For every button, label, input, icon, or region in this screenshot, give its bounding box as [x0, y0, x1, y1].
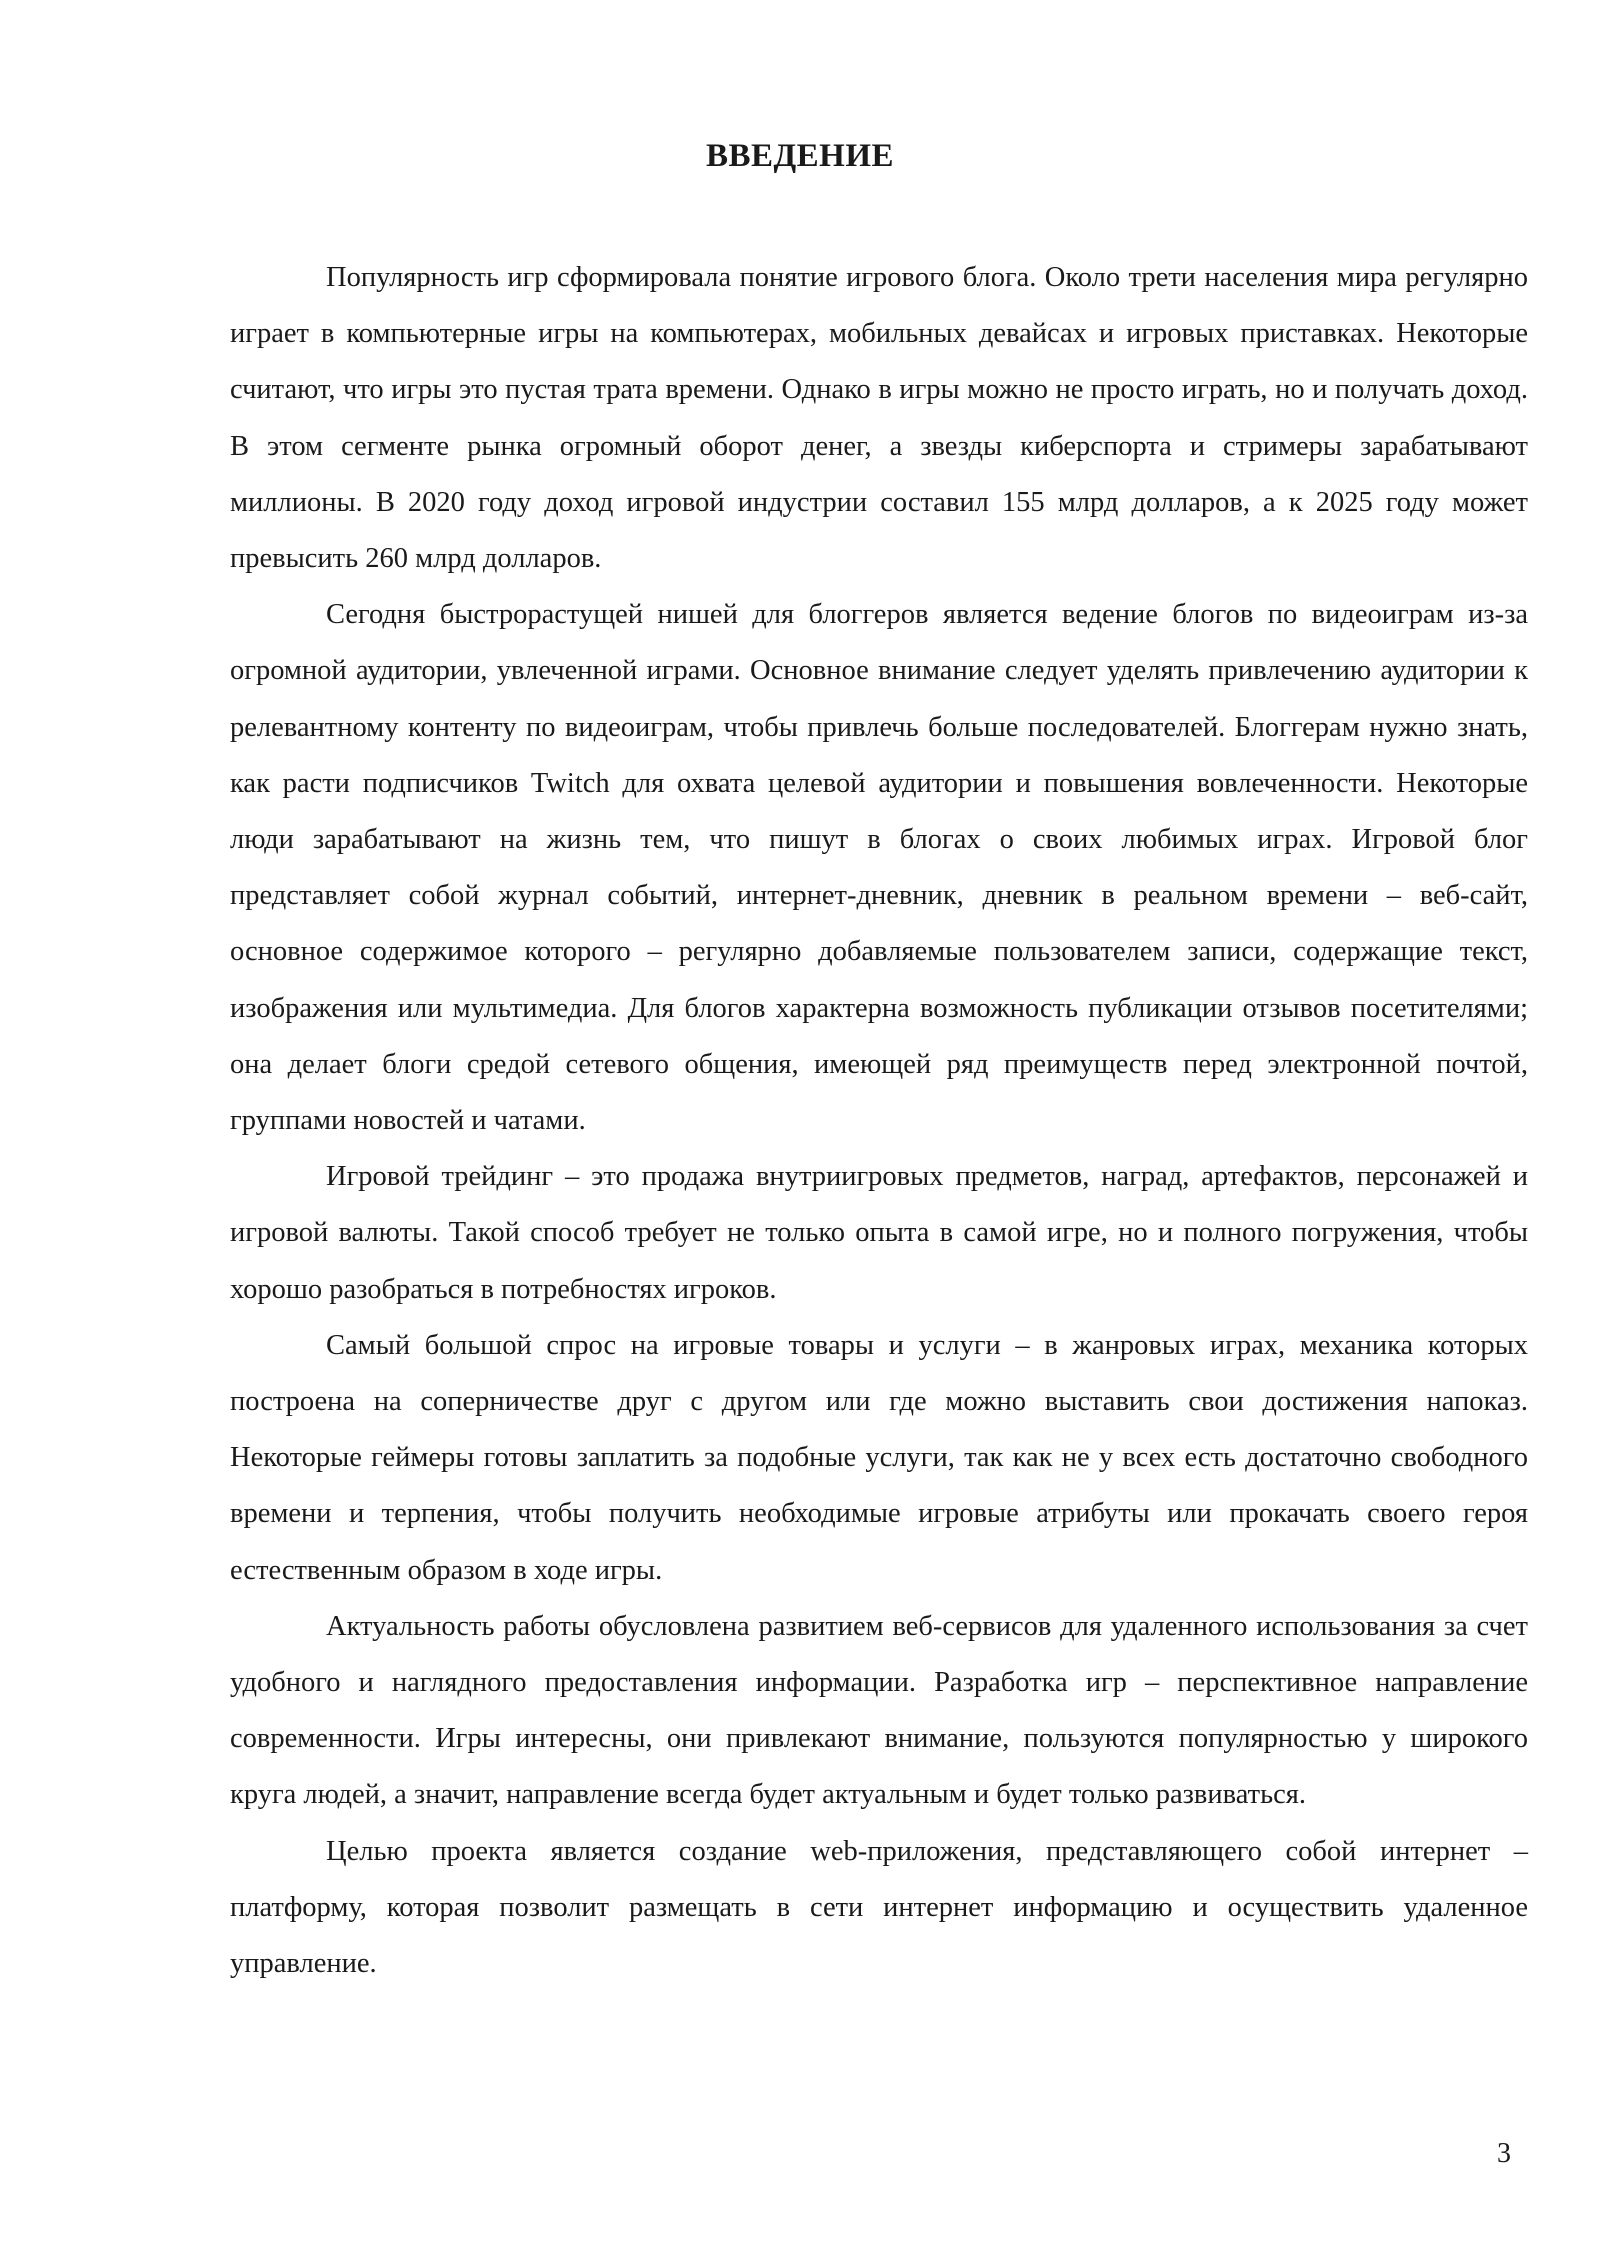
page-number: 3	[1497, 2138, 1511, 2169]
paragraph-4: Самый большой спрос на игровые товары и услуги – в жанровых играх, механика которых построена на соперничестве друг с другом или где можно выставить свои достижения напоказ. Некоторые геймеры готовы заплатить за подобные услуги, так как не у всех есть достаточно свободного времени и терпения, чтобы получить необходимые игровые атрибуты или прокачать своего героя естественным образом в ходе игры.	[230, 1329, 1528, 1586]
paragraph-5: Актуальность работы обусловлена развитием веб-сервисов для удаленного использования за счет удобного и наглядного предоставления информации. Разработка игр – перспективное направление современности. Игры интересны, они привлекают внимание, пользуются популярностью у широкого круга людей, а значит, направление всегда будет актуальным и будет только развиваться.	[230, 1610, 1528, 1811]
paragraph-3: Игровой трейдинг – это продажа внутриигровых предметов, наград, артефактов, персонажей и игровой валюты. Такой способ требует не только опыта в самой игре, но и полного погружения, чтобы хорошо разобраться в потребностях игроков.	[230, 1161, 1528, 1305]
paragraph-1: Популярность игр сформировала понятие игрового блога. Около трети населения мира регулярно играет в компьютерные игры на компьютерах, мобильных девайсах и игровых приставках. Некоторые считают, что игры это пустая трата времени. Однако в игры можно не просто играть, но и получать доход. В этом сегменте рынка огромный оборот денег, а звезды киберспорта и стримеры зарабатывают миллионы. В 2020 году доход игровой индустрии составил 155 млрд долларов, а к 2025 году может превысить 260 млрд долларов.	[230, 262, 1528, 575]
paragraph-6: Целью проекта является создание web-приложения, представляющего собой интернет – платформу, которая позволит размещать в сети интернет информацию и осуществить удаленное управление.	[230, 1835, 1528, 1980]
paragraph-2: Сегодня быстрорастущей нишей для блоггеров является ведение блогов по видеоиграм из-за огромной аудитории, увлеченной играми. Основное внимание следует уделять привлечению аудитории к релевантному контенту по видеоиграм, чтобы привлечь больше последователей. Блоггерам нужно знать, как расти подписчиков Twitch для охвата целевой аудитории и повышения вовлеченности. Некоторые люди зарабатывают на жизнь тем, что пишут в блогах о своих любимых играх. Игровой блог представляет собой журнал событий, интернет-дневник, дневник в реальном времени – веб-сайт, основное содержимое которого – регулярно добавляемые пользователем записи, содержащие текст, изображения или мультимедиа. Для блогов характерна возможность публикации отзывов посетителями; она делает блоги средой сетевого общения, имеющей ряд преимуществ перед электронной почтой, группами новостей и чатами.	[230, 599, 1528, 1137]
body-text	[230, 250, 1528, 1992]
page-title: ВВЕДЕНИЕ	[705, 138, 895, 174]
